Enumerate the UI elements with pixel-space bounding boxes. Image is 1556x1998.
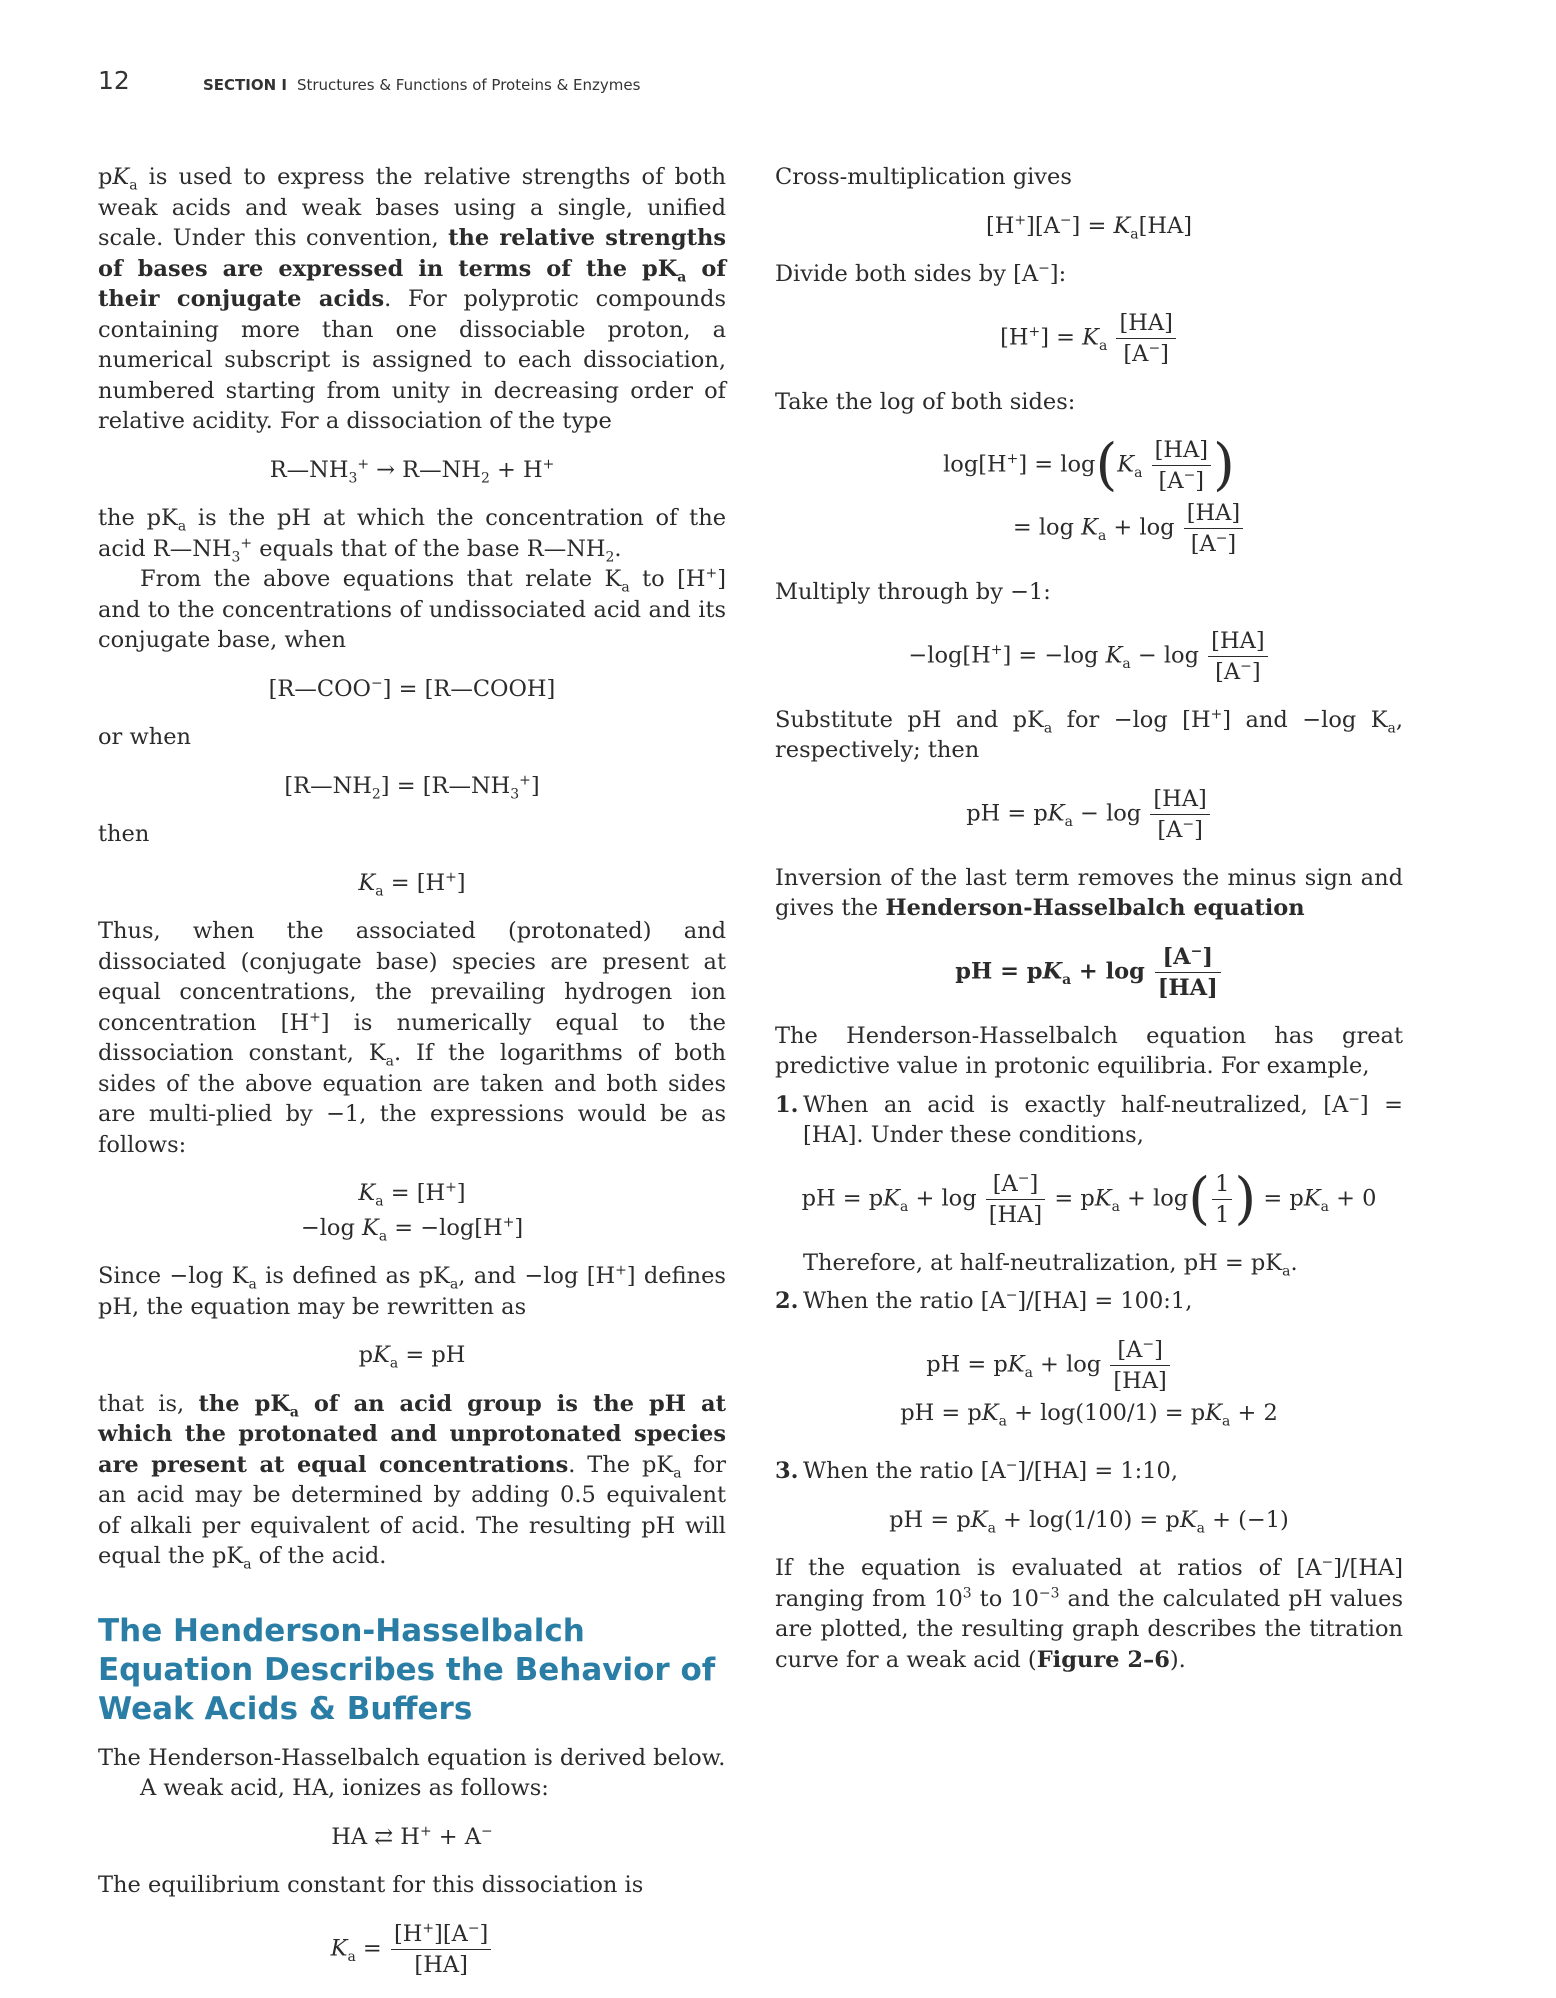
equation-pka-equals-ph: $pK_a$ = pH [358, 1342, 466, 1372]
equation-ha-ionization: HA ⇄ H+ + A− [331, 1823, 493, 1850]
list-item-3: 3. When the ratio [A−]/[HA] = 1:10, [775, 1457, 1179, 1484]
equation-neg-log: −log $K_a = -\log[H^+]$ [300, 1214, 524, 1244]
paragraph-take-log: Take the log of both sides: [775, 388, 1076, 415]
running-header [203, 76, 640, 94]
text-then: then [98, 821, 150, 847]
equation-log-expanded: = $\log K_a + \log$ $\frac{[HA]}{[A^-]}$ [775, 498, 1403, 559]
equation-ka-fraction: $K_a$ = $\frac{[H^+][A^-]}{[HA]}$ [98, 1919, 726, 1980]
equation-ka-equals-h: $K_a = [H^+]$ [358, 869, 466, 899]
equation-amine-dissociation: $R—NH_3^+$ → $R—NH_2 + H^+$ [269, 456, 555, 486]
paragraph-substitute: Substitute pH and $pK_a$ for −log [H+] and −log $K_a$, respectively; then [775, 706, 1403, 763]
equation-ka-h-repeat: $K_a = [H^+]$ [358, 1179, 466, 1210]
equation-ph-minus-log: pH = $pK_a - \log$ $\frac{[HA]}{[A^-]}$ [775, 784, 1403, 845]
paragraph-titration-curve: If the equation is evaluated at ratios of [A−]/[HA] ranging from $10^3$ to $10^{-3}$ and the calculated pH values are plotted, the resulting graph describes the titration curve for a weak acid (Figure 2–6). [775, 1554, 1404, 1673]
section-heading: The Henderson-Hasselbalch Equation Describes the Behavior of Weak Acids & Buffers [98, 1612, 716, 1727]
paragraph-since-log: Since −log $K_a$ is defined as $pK_a$, and −log [H+] defines pH, the equation may be rewritten as [98, 1262, 726, 1320]
paragraph-pka-intro: $pK_a$ is used to express the relative strengths of both weak acids and weak bases using a single, unified scale. Under this convention, the relative strengths of bases are expressed in terms of the $pK_a$ of their conjugate acids. For polyprotic compounds containing more than one dissociable proton, a numerical subscript is assigned to each dissociation, numbered starting from unity in decreasing order of relative acidity. For a dissociation of the type [98, 164, 727, 434]
equation-ratio-100-a: pH = $pK_a + \log$ $\frac{[A^-]}{[HA]}$ [775, 1335, 1403, 1396]
paragraph-multiply: Multiply through by −1: [775, 579, 1051, 605]
paragraph-derived-below: The Henderson-Hasselbalch equation is derived below. [98, 1744, 726, 1771]
equation-cross-multiplied: $[H^+][A^-] = K_a[HA]$ [985, 212, 1193, 242]
equation-amine-equal: $[R—NH_2]$ = $[R—NH_3^+]$ [284, 772, 540, 802]
paragraph-pka-half: that is, the $pK_a$ of an acid group is the pH at which the protonated and unprotonated species are present at equal concentrations. The $pK_a$ for an acid may be determined by adding 0.5 equivalent of alkali per equivalent of acid. The resulting pH will equal the $pK_a$ of the acid. [98, 1390, 727, 1573]
equation-carboxyl-equal: [R—COO−] = [R—COOH] [268, 675, 556, 702]
list-item-1: 1. When an acid is exactly half-neutralized, [A−] = [HA]. Under these conditions, [775, 1091, 1403, 1148]
paragraph-pka-definition: the $pK_a$ is the pH at which the concentration of the acid $R—NH_3^+$ equals that of the base $R—NH_2$. [98, 505, 727, 565]
paragraph-cross-multiplication: Cross-multiplication gives [775, 164, 1072, 190]
paragraph-predictive-value: The Henderson-Hasselbalch equation has great predictive value in protonic equilibria. For example, [775, 1022, 1403, 1079]
paragraph-inversion: Inversion of the last term removes the minus sign and gives the Henderson-Hasselbalch equation [775, 864, 1403, 921]
left-column [98, 162, 726, 1998]
paragraph-equilibrium-constant: The equilibrium constant for this dissociation is [98, 1872, 644, 1898]
right-column [775, 162, 1403, 1675]
equation-negative-log: −log[H+] = −log $K_a - \log$ $\frac{[HA]}{[A^-]}$ [775, 626, 1403, 687]
paragraph-divide: Divide both sides by [A−]: [775, 260, 1067, 287]
equation-log-both-sides: $\log[H^+] = \log(K_a$ $\frac{[HA]}{[A^-]}$ ) [943, 432, 1235, 498]
text-or-when: or when [98, 724, 192, 750]
equation-henderson-hasselbalch: pH = $pK_a + \log$ $\frac{[A^-]}{[HA]}$ [775, 942, 1403, 1003]
equation-half-neutralized: pH = $pK_a + \log$ $\frac{[A^-]}{[HA]}$ = $pK_a + \log$( $\frac{1}{1}$ ) = $pK_a + 0$ [801, 1166, 1377, 1231]
paragraph-half-neutralization: Therefore, at half-neutralization, pH = $pK_a$. [803, 1249, 1298, 1279]
equation-h-equals-ka-ratio: $[H^+] = K_a$ $\frac{[HA]}{[A^-]}$ [775, 308, 1403, 369]
paragraph-weak-acid: A weak acid, HA, ionizes as follows: [140, 1775, 549, 1801]
paragraph-equations-relate: From the above equations that relate $K_a$ to [H+] and to the concentrations of undissociated acid and its conjugate base, when [98, 565, 726, 653]
section-label: SECTION I [203, 76, 287, 94]
equation-ratio-1-10: pH = $pK_a + \log(1/10) = pK_a + (-1)$ [889, 1506, 1289, 1536]
page-number: 12 [98, 66, 130, 95]
equation-ratio-100-b: pH = $pK_a + \log(100/1) = pK_a + 2$ [900, 1399, 1278, 1429]
list-item-2: 2. When the ratio [A−]/[HA] = 100:1, [775, 1287, 1193, 1314]
paragraph-equal-concentrations: Thus, when the associated (protonated) and dissociated (conjugate base) species are present at equal concentrations, the prevailing hydrogen ion concentration [H+] is numerically equal to the dissociation constant, $K_a$. If the logarithms of both sides of the above equation are taken and both sides are multi-plied by −1, the expressions would be as follows: [98, 918, 726, 1158]
section-title: Structures & Functions of Proteins & Enzymes [296, 76, 641, 94]
